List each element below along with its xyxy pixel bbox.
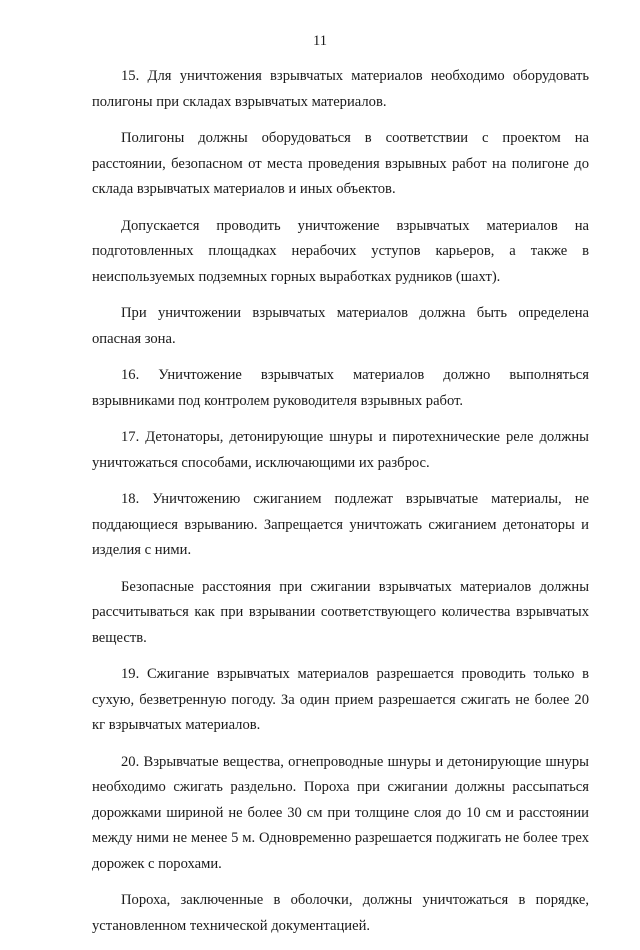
- paragraph-20-shells: Пороха, заключенные в оболочки, должны уничтожаться в порядке, установленном технической документацией.: [92, 892, 589, 934]
- paragraph-15: 15. Для уничтожения взрывчатых материалов необходимо оборудовать полигоны при складах взрывчатых материалов.: [92, 68, 589, 110]
- paragraph-17: 17. Детонаторы, детонирующие шнуры и пиротехнические реле должны уничтожаться способами, исключающими их разброс.: [92, 429, 589, 471]
- paragraph-18-distances: Безопасные расстояния при сжигании взрывчатых материалов должны рассчитываться как при взрывании соответствующего количества взрывчатых веществ.: [92, 578, 589, 646]
- paragraph-16: 16. Уничтожение взрывчатых материалов должно выполняться взрывниками под контролем руководителя взрывных работ.: [92, 367, 589, 409]
- paragraph-18: 18. Уничтожению сжиганием подлежат взрывчатые материалы, не поддающиеся взрыванию. Запрещается уничтожать сжиганием детонаторы и изделия с ними.: [92, 491, 589, 558]
- paragraph-15-permitted: Допускается проводить уничтожение взрывчатых материалов на подготовленных площадках нерабочих уступов карьеров, а также в неиспользуемых подземных горных выработках рудников (шахт).: [92, 217, 589, 285]
- paragraph-20: 20. Взрывчатые вещества, огнепроводные шнуры и детонирующие шнуры необходимо сжигать раздельно. Пороха при сжигании должны рассыпаться дорожками шириной не более 30 см при толщине слоя до 10 см и расстоянии между ними не менее 5 м. Одновременно разрешается поджигать не более трех дорожек с порохами.: [92, 753, 589, 872]
- page-number: 11: [313, 33, 327, 49]
- paragraph-15-danger-zone: При уничтожении взрывчатых материалов должна быть определена опасная зона.: [92, 305, 589, 347]
- paragraph-15-polygons: Полигоны должны оборудоваться в соответствии с проектом на расстоянии, безопасном от места проведения взрывных работ на полигоне до склада взрывчатых материалов и иных объектов.: [92, 130, 589, 197]
- document-body: [92, 64, 589, 950]
- paragraph-19: 19. Сжигание взрывчатых материалов разрешается проводить только в сухую, безветренную погоду. За один прием разрешается сжигать не более 20 кг взрывчатых материалов.: [92, 666, 589, 733]
